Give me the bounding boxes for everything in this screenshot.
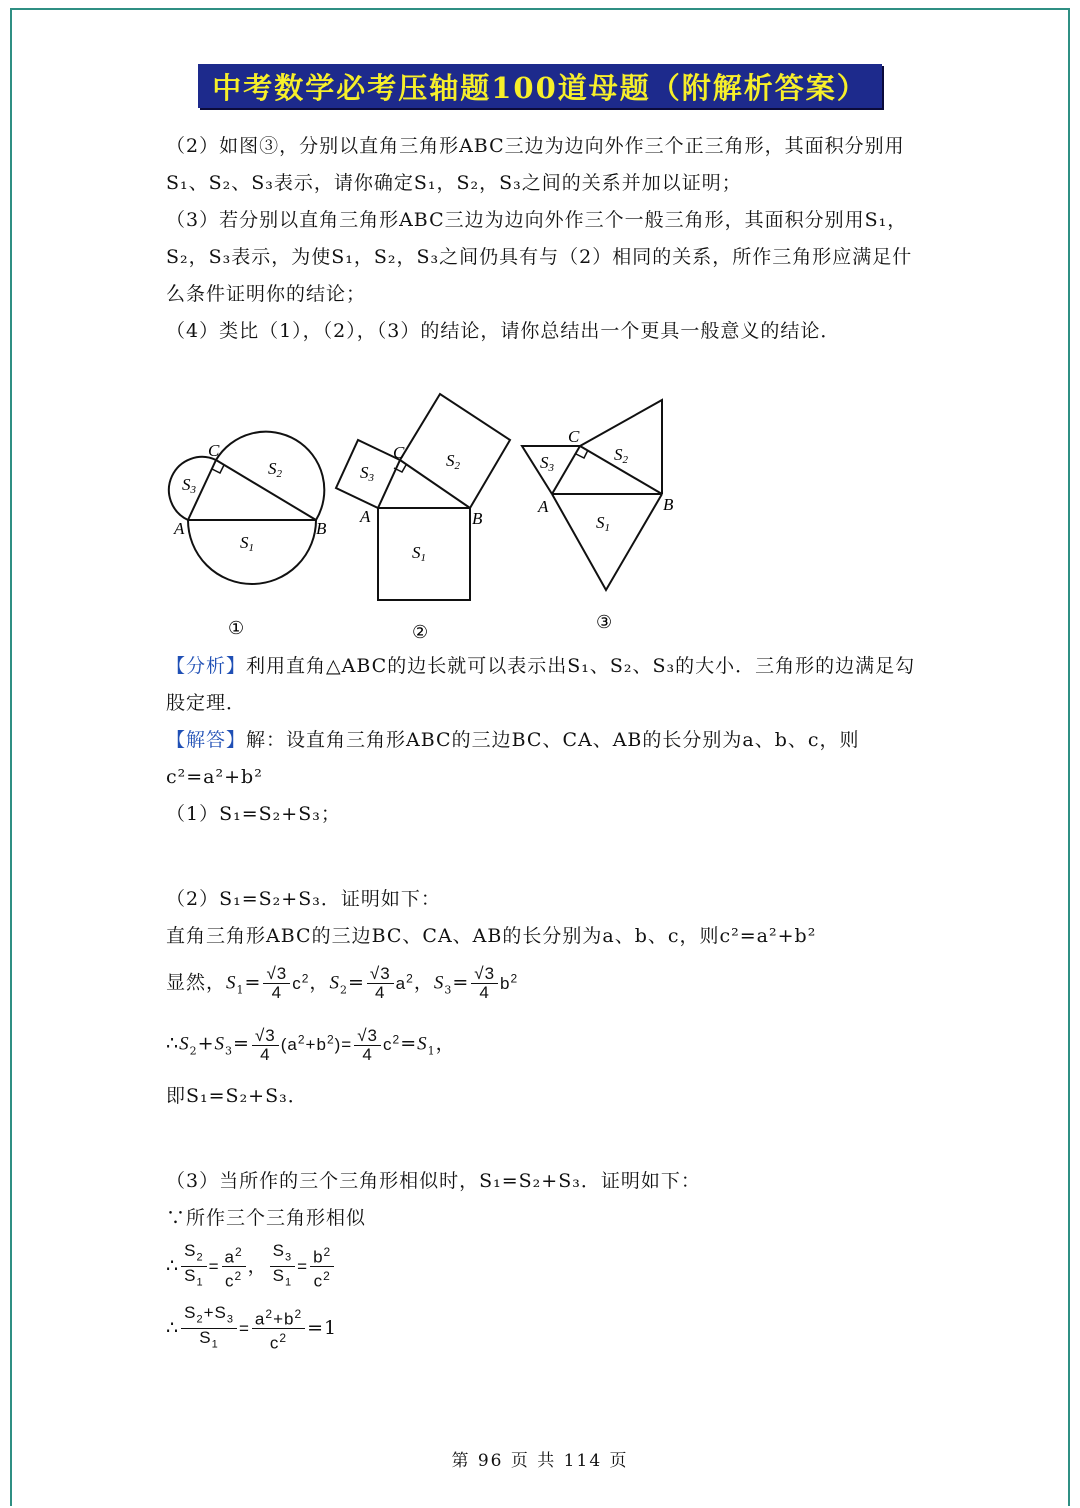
therefore-symbol-2: ∴: [166, 1254, 180, 1277]
figure-3: [522, 400, 662, 590]
fig2-square-s2: [400, 394, 510, 508]
analysis-paragraph: [166, 648, 926, 722]
fig3-label-c: C: [568, 427, 580, 446]
fig2-label-a: A: [360, 507, 371, 526]
figure-2: [336, 394, 510, 600]
solution-part-2-conclusion: 即S₁=S₂+S₃．: [166, 1084, 308, 1107]
obvious-label: 显然，: [166, 971, 227, 994]
problem-part-2: （2）如图③，分别以直角三角形ABC三边为边向外作三个正三角形，其面积分别用S₁、S₂、S₃表示，请你确定S₁，S₂，S₃之间的关系并加以证明；: [166, 135, 905, 194]
solution-intro-text: 解：设直角三角形ABC的三边BC、CA、AB的长分别为a、b、c，则c²=a²+b²: [166, 729, 860, 788]
solution-part-3-ratio: ∴ $\frac{S_2}{S_1}$ = $\frac{a^2}{c^2}$ ， $\frac{S_3}{S_1}$ = $\frac{b^2}{c^2}$: [166, 1237, 926, 1296]
solution-tag: 【解答】: [166, 729, 247, 751]
fig1-label-s2: S2: [268, 459, 282, 480]
fig3-side-ac: [552, 446, 580, 494]
fig1-side-bc: [216, 460, 316, 520]
fig1-label-c: C: [208, 441, 220, 460]
fig2-label-b: B: [472, 509, 483, 528]
fig3-label-b: B: [663, 495, 674, 514]
fig1-label-s3: S3: [182, 475, 196, 496]
problem-part-4: （4）类比（1），（2），（3）的结论，请你总结出一个更具一般意义的结论．: [166, 320, 841, 342]
solution-text: [166, 648, 926, 1361]
problem-text: [166, 128, 926, 350]
solution-intro: [166, 722, 926, 796]
therefore-symbol-3: ∴: [166, 1316, 180, 1339]
fig3-caption: ③: [596, 612, 613, 633]
fig3-triangle-s1: [552, 494, 662, 590]
fig2-caption: ②: [412, 622, 429, 643]
fig1-label-a: A: [174, 519, 185, 538]
fig1-label-b: B: [316, 519, 327, 538]
page-number: 第 96 页 共 114 页: [451, 1451, 629, 1471]
fig2-label-c: C: [393, 443, 405, 462]
solution-part-3-because: ∵所作三个三角形相似: [166, 1206, 367, 1229]
figure-1: [169, 432, 324, 584]
solution-part-2-line1: 直角三角形ABC的三边BC、CA、AB的长分别为a、b、c，则c²=a²+b²: [166, 925, 817, 947]
analysis-text: 利用直角△ABC的边长就可以表示出S₁、S₂、S₃的大小．三角形的边满足勾股定理．: [166, 655, 916, 714]
solution-part-2-head: （2）S₁=S₂+S₃．证明如下：: [166, 888, 441, 910]
fig3-label-a: A: [538, 497, 549, 516]
fig1-caption: ①: [228, 618, 245, 639]
analysis-tag: 【分析】: [166, 655, 247, 677]
solution-part-3-head: （3）当所作的三个三角形相似时，S₁=S₂+S₃．证明如下：: [166, 1169, 701, 1192]
page-title: 中考数学必考压轴题100道母题（附解析答案）: [198, 64, 882, 108]
solution-part-3-sum: ∴ $\frac{S_2+S_3}{S_1}$ = $\frac{a^2+b^2}{c^2}$ =1: [166, 1303, 338, 1354]
figures: [160, 388, 700, 648]
fig2-label-s3: S3: [360, 463, 374, 484]
problem-part-3: （3）若分别以直角三角形ABC三边为边向外作三个一般三角形，其面积分别用S₁，S₂，S₃表示，为使S₁，S₂，S₃之间仍具有与（2）相同的关系，所作三角形应满足什么条件证明你的结论；: [166, 209, 913, 305]
fig3-label-s1: S1: [596, 513, 610, 534]
solution-part-2-obvious: 显然，$S_1=$ $\frac{√3}{4}$ $c^2$，$S_2=$ $\frac{√3}{4}$ $a^2$，$S_3=$ $\frac{√3}{4}$ $b^2$: [166, 964, 519, 1003]
solution-part-2-therefore: $\therefore S_2+S_3=$ $\frac{√3}{4}$ $(a^2+b^2)=$ $\frac{√3}{4}$ $c^2=S_1$，: [166, 1025, 456, 1064]
fig2-label-s1: S1: [412, 543, 426, 564]
therefore-symbol: ∴: [166, 1033, 180, 1056]
fig2-label-s2: S2: [446, 451, 460, 472]
fig3-label-s3: S3: [540, 453, 554, 474]
fig3-label-s2: S2: [614, 445, 628, 466]
fig1-label-s1: S1: [240, 533, 254, 554]
solution-part-1: （1）S₁=S₂+S₃；: [166, 803, 341, 825]
